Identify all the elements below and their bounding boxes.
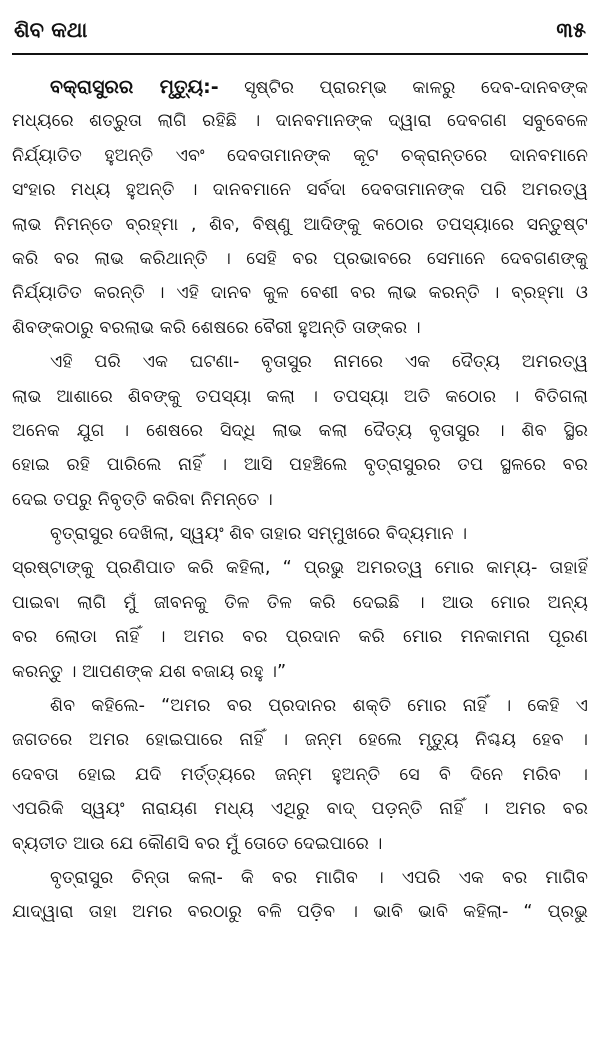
paragraph xyxy=(12,517,588,689)
text-line: ବୃତ୍ରାସୁର ଚିନ୍ତା କଲା- କି ବର ମାଗିବ । ଏପରି ଏକ ବର ମାଗିବ xyxy=(50,867,588,888)
text-line: ଶିବ କହିଲେ- “ଅମର ବର ପ୍ରଦାନର ଶକ୍ତି ମୋର ନାହିଁ । କେହି ଏ xyxy=(50,696,588,717)
text-line: ବ୍ୟତୀତ ଆଉ ଯେ କୌଣସି ବର ମୁଁ ତୋତେ ଦେଇପାରେ । xyxy=(12,833,383,854)
text-line: କରନ୍ତୁ । ଆପଣଙ୍କ ଯଶ ବଜାୟ ରହୁ ।” xyxy=(12,661,287,682)
page-number: ୩୫ xyxy=(556,18,586,42)
text-line: ଯାଦ୍ୱାରା ତାହା ଅମର ବରଠାରୁ ବଳି ପଡ଼ିବ । ଭାବି ଭାବି କହିଲା- “ ପ୍ରଭୁ xyxy=(12,902,588,923)
text-line: ହୋଇ ରହି ପାରିଲେ ନାହିଁ । ଆସି ପହଞ୍ଚିଲେ ବୃତ୍ରାସୁରର ତପ ସ୍ଥଳରେ ବର xyxy=(12,455,588,476)
paragraph xyxy=(12,861,588,930)
text-line: ବୃତ୍ରାସୁର ଦେଖିଲା, ସ୍ୱୟଂ ଶିବ ତାହାର ସମ୍ମୁଖରେ ବିଦ୍ୟମାନ । xyxy=(50,524,468,545)
text-line: ଶିବଙ୍କଠାରୁ ବରଲାଭ କରି ଶେଷରେ ବୈରୀ ହୁଅନ୍ତି ତାଙ୍କର । xyxy=(12,317,421,338)
text-line: କରି ବର ଲାଭ କରିଥାନ୍ତି । ସେହି ବର ପ୍ରଭାବରେ ସେମାନେ ଦେବଗଣଙ୍କୁ xyxy=(12,248,588,269)
text-line: ଏହି ପରି ଏକ ଘଟଣା- ବୃତାସୁର ନାମରେ ଏକ ଦୈତ୍ୟ ଅମରତ୍ୱ xyxy=(50,352,588,373)
header-rule xyxy=(12,53,588,55)
text-line: ପାଇବା ଲାଗି ମୁଁ ଜୀବନକୁ ତିଳ ତିଳ କରି ଦେଇଛି । ଆଉ ମୋର ଅନ୍ୟ xyxy=(12,592,588,613)
paragraph xyxy=(12,345,588,517)
text-line: ଲାଭ ନିମନ୍ତେ ବ୍ରହ୍ମା , ଶିବ, ବିଷ୍ଣୁ ଆଦିଙ୍କୁ କଠୋର ତପସ୍ୟାରେ ସନ୍ତୁଷ୍ଟ xyxy=(12,214,588,235)
text-line: ସ୍ରଷ୍ଟାଙ୍କୁ ପ୍ରଣିପାତ କରି କହିଲା, “ ପ୍ରଭୁ ଅମରତ୍ୱ ମୋର କାମ୍ୟ- ତାହାହିଁ xyxy=(12,558,588,579)
text-line: ମଧ୍ୟରେ ଶତ୍ରୁତା ଲାଗି ରହିଛି । ଦାନବମାନଙ୍କ ଦ୍ୱାରା ଦେବଗଣ ସବୁବେଳେ xyxy=(12,111,588,132)
page-header xyxy=(14,18,586,58)
text-line: ଦେବତା ହୋଇ ଯଦି ମର୍ତ୍ତ୍ୟରେ ଜନ୍ମ ହୁଅନ୍ତି ସେ ବି ଦିନେ ମରିବ । xyxy=(12,764,588,785)
line-text: ସୃଷ୍ଟିର ପ୍ରାରମ୍ଭ କାଳରୁ ଦେବ-ଦାନବଙ୍କ xyxy=(244,78,588,98)
paragraph xyxy=(12,689,588,861)
text-line: ଲାଭ ଆଶାରେ ଶିବଙ୍କୁ ତପସ୍ୟା କଲା । ତପସ୍ୟା ଅତି କଠୋର । ବିତିଗଲା xyxy=(12,386,588,407)
text-line: ବର ଲୋଡା ନାହିଁ । ଅମର ବର ପ୍ରଦାନ କରି ମୋର ମନକାମନା ପୂରଣ xyxy=(12,627,588,648)
text-line: ଏପରିକି ସ୍ୱୟଂ ନାରାୟଣ ମଧ୍ୟ ଏଥିରୁ ବାଦ୍ ପଡ଼ନ୍ତି ନାହିଁ । ଅମର ବର xyxy=(12,799,588,820)
text-line: ଅନେକ ଯୁଗ । ଶେଷରେ ସିଦ୍ଧି ଲାଭ କଲା ଦୈତ୍ୟ ବୃତାସୁର । ଶିବ ସ୍ଥିର xyxy=(12,420,588,441)
text-line: ନିର୍ଯ୍ୟାତିତ ହୁଅନ୍ତି ଏବଂ ଦେବତାମାନଙ୍କ କୂଟ ଚକ୍ରାନ୍ତରେ ଦାନବମାନେ xyxy=(12,145,588,166)
paragraph xyxy=(12,70,588,345)
text-line: ସଂହାର ମଧ୍ୟ ହୁଅନ୍ତି । ଦାନବମାନେ ସର୍ବଦା ଦେବତାମାନଙ୍କ ପରି ଅମରତ୍ୱ xyxy=(12,180,588,201)
section-heading: ବକ୍ରାସୁରର ମୃତ୍ୟୁ:- xyxy=(50,76,219,98)
body-text xyxy=(12,70,588,930)
text-line: ଜଗତରେ ଅମର ହୋଇପାରେ ନାହିଁ । ଜନ୍ମ ହେଲେ ମୃତ୍ୟୁ ନିଶ୍ଚୟ ହେବ । xyxy=(12,730,588,751)
running-title: ଶିବ କଥା xyxy=(14,18,88,42)
text-line: ନିର୍ଯ୍ୟାତିତ କରନ୍ତି । ଏହି ଦାନବ କୁଳ ବେଶୀ ବର ଲାଭ କରନ୍ତି । ବ୍ରହ୍ମା ଓ xyxy=(12,283,588,304)
text-line xyxy=(12,70,588,104)
text-line: ଦେଇ ତପରୁ ନିବୃତ୍ତି କରିବା ନିମନ୍ତେ । xyxy=(12,489,273,510)
